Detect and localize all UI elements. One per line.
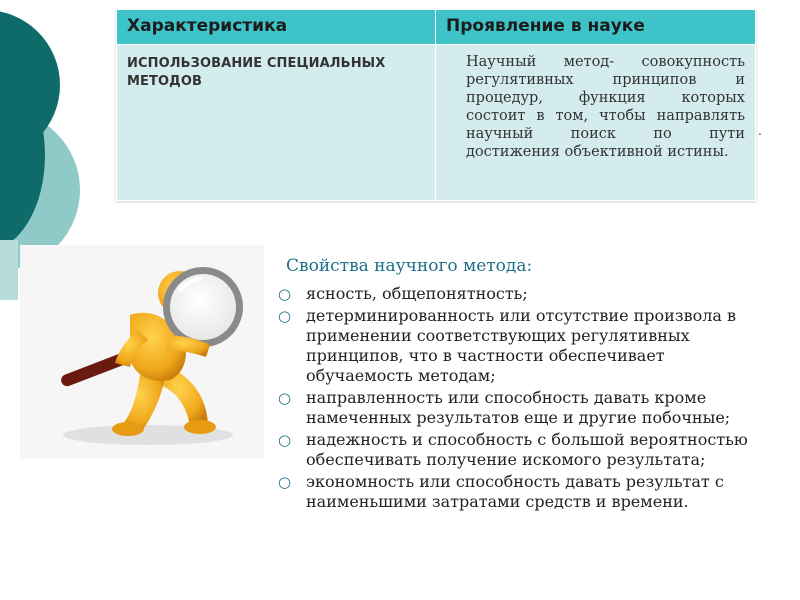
- bullet-icon: ○: [278, 473, 292, 491]
- bullet-icon: ○: [278, 285, 292, 303]
- properties-title: Свойства научного метода:: [286, 256, 533, 276]
- bullet-icon: ○: [278, 307, 292, 325]
- list-item-text: экономность или способность давать результат с наименьшими затратами средств и времени.: [306, 472, 724, 511]
- list-item-text: ясность, общепонятность;: [306, 284, 528, 303]
- properties-list: [276, 284, 776, 514]
- figure-with-magnifier-icon: [20, 245, 264, 458]
- trailing-dot: .: [758, 124, 762, 138]
- table-row: [117, 45, 756, 201]
- column-header-characteristic: Характеристика: [117, 10, 436, 45]
- list-item: [276, 306, 776, 386]
- list-item: [276, 388, 776, 428]
- list-item: [276, 284, 776, 304]
- list-item-text: надежность и способность с большой вероятностью обеспечивать получение искомого результата;: [306, 430, 748, 469]
- cell-characteristic: ИСПОЛЬЗОВАНИЕ СПЕЦИАЛЬНЫХ МЕТОДОВ: [117, 45, 436, 201]
- decor-band: [0, 240, 18, 300]
- table-header-row: [117, 10, 756, 45]
- list-item: [276, 430, 776, 470]
- manifestation-text: Научный метод- совокупность регулятивных принципов и процедур, функция которых состоит в том, чтобы направлять научный поиск по пути достижения объективной истины.: [466, 54, 745, 160]
- cell-manifestation: [436, 45, 756, 201]
- list-item-text: детерминированность или отсутствие произвола в применении соответствующих регулятивных принципов, что в частности обеспечивает обучаемость методам;: [306, 306, 737, 385]
- bullet-icon: ○: [278, 431, 292, 449]
- list-item-text: направленность или способность давать кроме намеченных результатов еще и другие побочные;: [306, 388, 731, 427]
- bullet-icon: ○: [278, 389, 292, 407]
- characteristics-table: [116, 9, 756, 201]
- list-item: [276, 472, 776, 512]
- column-header-manifestation: Проявление в науке: [436, 10, 756, 45]
